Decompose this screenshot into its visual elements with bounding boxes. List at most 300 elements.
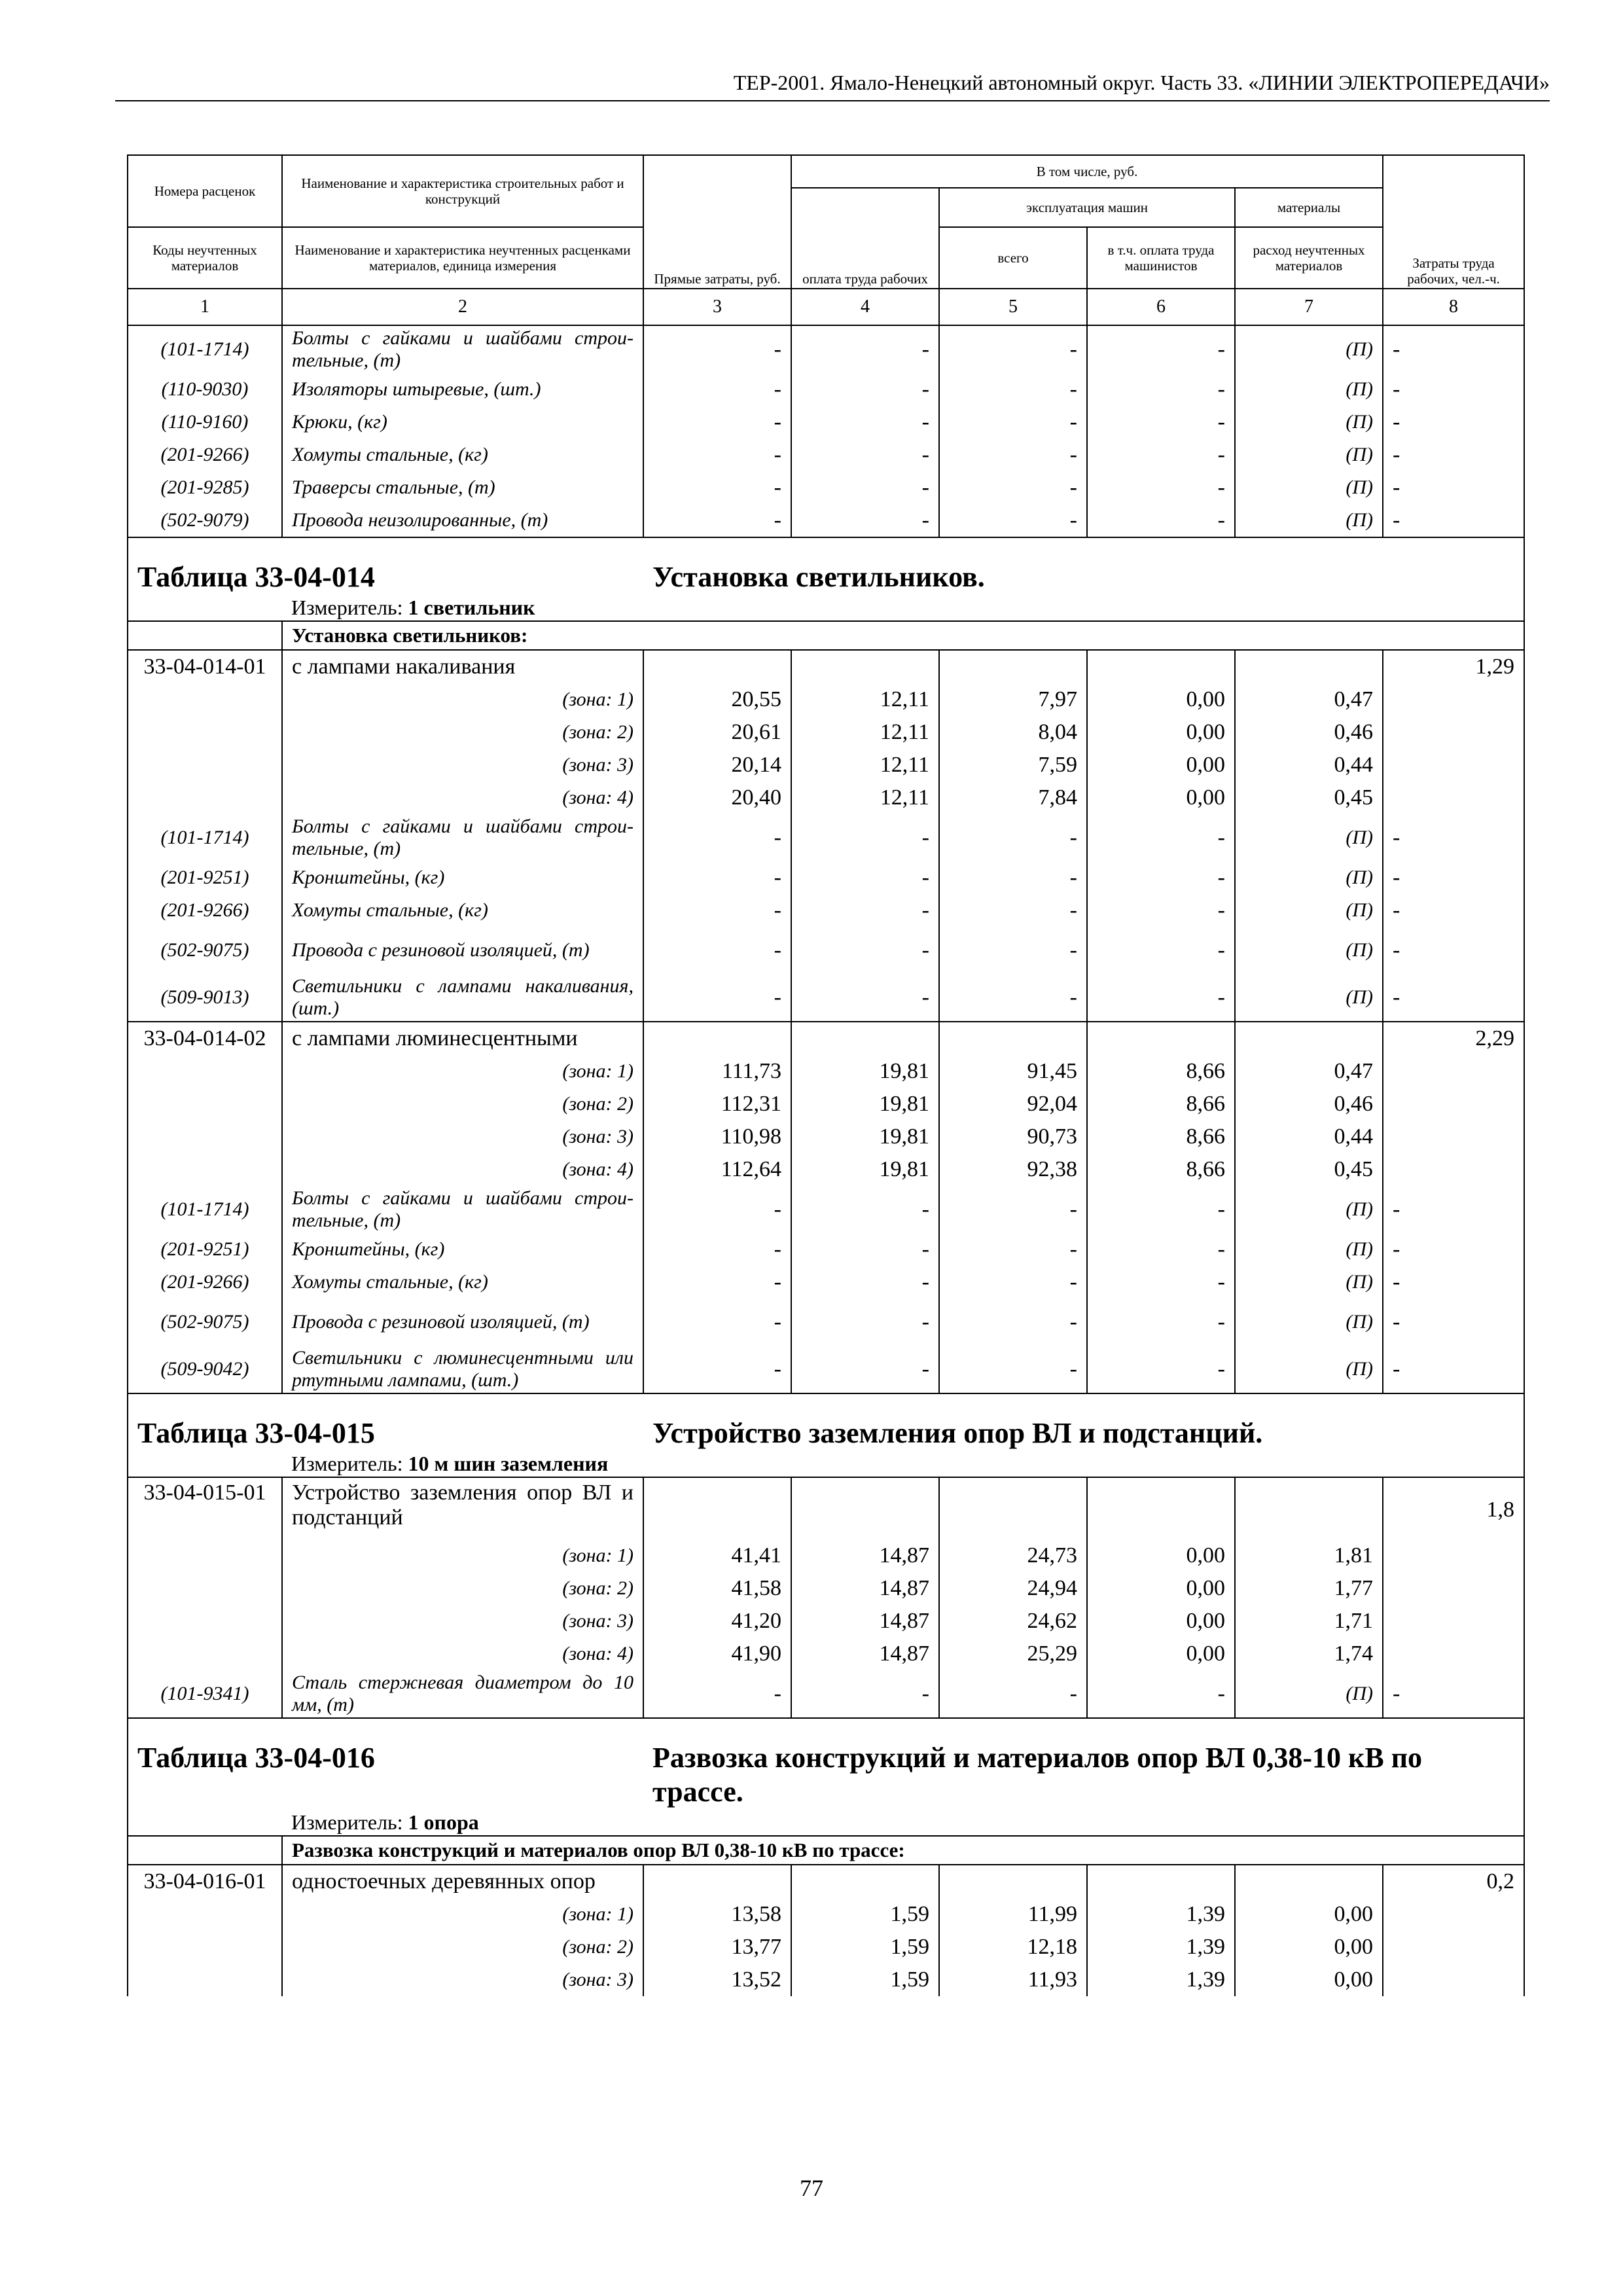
material-code: (201-9251) (128, 861, 282, 894)
material-row (128, 439, 1524, 471)
empty-cell (643, 1477, 791, 1539)
material-mark: (П) (1235, 1346, 1383, 1393)
value-cell: 7,97 (939, 683, 1087, 716)
value-cell: 24,94 (939, 1572, 1087, 1605)
empty-cell (128, 716, 282, 749)
value-cell: 41,20 (643, 1605, 791, 1638)
empty-cell (128, 1121, 282, 1153)
dash-cell: - (791, 439, 939, 471)
zone-row (128, 1605, 1524, 1638)
table-title: Таблица 33-04-016 (128, 1718, 643, 1809)
material-name: Сталь стержневая диаметром до 10 мм, (т) (282, 1670, 643, 1718)
value-cell: 0,00 (1235, 1931, 1383, 1964)
value-cell: 19,81 (791, 1088, 939, 1121)
material-name: Провода с резиновой изоляцией, (т) (282, 927, 643, 974)
zone-label: (зона: 1) (282, 683, 643, 716)
head-labor-costs: Затраты труда рабочих, чел.-ч. (1383, 155, 1524, 289)
zone-row (128, 1153, 1524, 1186)
dash-cell: - (791, 325, 939, 373)
subheading: Установка светильников: (282, 621, 1524, 650)
empty-cell (643, 1022, 791, 1055)
value-cell: 13,77 (643, 1931, 791, 1964)
zone-row (128, 1898, 1524, 1931)
rate-code: 33-04-015-01 (128, 1477, 282, 1539)
zone-row (128, 1931, 1524, 1964)
zone-label: (зона: 4) (282, 1153, 643, 1186)
material-mark: (П) (1235, 814, 1383, 861)
value-cell: 1,74 (1235, 1638, 1383, 1670)
zone-row (128, 1638, 1524, 1670)
value-cell: 92,04 (939, 1088, 1087, 1121)
value-cell: 0,45 (1235, 781, 1383, 814)
material-mark: (П) (1235, 325, 1383, 373)
empty-cell (128, 1931, 282, 1964)
value-cell: 0,44 (1235, 749, 1383, 781)
column-number: 7 (1235, 289, 1383, 325)
dash-cell: - (939, 439, 1087, 471)
empty-cell (1383, 1153, 1524, 1186)
value-cell: 41,90 (643, 1638, 791, 1670)
head-operator-pay: в т.ч. оплата труда машинистов (1087, 227, 1235, 289)
value-cell: 0,44 (1235, 1121, 1383, 1153)
value-cell: 7,84 (939, 781, 1087, 814)
value-cell: 0,46 (1235, 1088, 1383, 1121)
head-direct-costs: Прямые затраты, руб. (643, 155, 791, 289)
rate-code: 33-04-014-02 (128, 1022, 282, 1055)
empty-cell (128, 683, 282, 716)
value-cell: 1,39 (1087, 1898, 1235, 1931)
dash-cell: - (1383, 325, 1524, 373)
empty-cell (1383, 1605, 1524, 1638)
material-name: Провода с резиновой изоляцией, (т) (282, 1299, 643, 1346)
zone-row (128, 1055, 1524, 1088)
material-mark: (П) (1235, 974, 1383, 1022)
value-cell: 20,14 (643, 749, 791, 781)
dash-cell: - (791, 1266, 939, 1299)
dash-cell: - (1383, 439, 1524, 471)
empty-cell (1087, 1477, 1235, 1539)
material-name: Хомуты стальные, (кг) (282, 894, 643, 927)
value-cell: 0,45 (1235, 1153, 1383, 1186)
value-cell: 112,31 (643, 1088, 791, 1121)
measure (282, 1809, 1524, 1836)
zone-label: (зона: 4) (282, 1638, 643, 1670)
value-cell: 11,99 (939, 1898, 1087, 1931)
material-code: (101-1714) (128, 814, 282, 861)
value-cell: 20,55 (643, 683, 791, 716)
zone-label: (зона: 1) (282, 1898, 643, 1931)
material-row (128, 1186, 1524, 1233)
dash-cell: - (939, 504, 1087, 537)
dash-cell: - (1383, 1266, 1524, 1299)
material-name: Изоляторы штыревые, (шт.) (282, 373, 643, 406)
value-cell: 1,39 (1087, 1964, 1235, 1996)
material-mark: (П) (1235, 373, 1383, 406)
rate-code: 33-04-014-01 (128, 650, 282, 683)
material-code: (110-9160) (128, 406, 282, 439)
dash-cell: - (939, 325, 1087, 373)
material-code: (101-1714) (128, 325, 282, 373)
material-code: (201-9266) (128, 1266, 282, 1299)
dash-cell: - (643, 1299, 791, 1346)
column-number: 2 (282, 289, 643, 325)
value-cell: 112,64 (643, 1153, 791, 1186)
value-cell: 1,77 (1235, 1572, 1383, 1605)
dash-cell: - (1087, 1299, 1235, 1346)
dash-cell: - (643, 1186, 791, 1233)
material-name: Провода неизолированные, (т) (282, 504, 643, 537)
labor-value: 1,8 (1383, 1477, 1524, 1539)
measure-value: 10 м шин заземления (408, 1452, 609, 1475)
dash-cell: - (791, 504, 939, 537)
dash-cell: - (791, 894, 939, 927)
dash-cell: - (643, 1233, 791, 1266)
dash-cell: - (939, 1233, 1087, 1266)
empty-cell (939, 1477, 1087, 1539)
value-cell: 1,59 (791, 1964, 939, 1996)
dash-cell: - (1087, 406, 1235, 439)
value-cell: 20,61 (643, 716, 791, 749)
dash-cell: - (791, 471, 939, 504)
dash-cell: - (939, 861, 1087, 894)
zone-label: (зона: 4) (282, 781, 643, 814)
value-cell: 12,11 (791, 716, 939, 749)
dash-cell: - (939, 894, 1087, 927)
value-cell: 19,81 (791, 1153, 939, 1186)
value-cell: 0,00 (1087, 716, 1235, 749)
material-code: (101-1714) (128, 1186, 282, 1233)
dash-cell: - (1383, 1233, 1524, 1266)
material-mark: (П) (1235, 1186, 1383, 1233)
empty-cell (1383, 1964, 1524, 1996)
value-cell: 12,18 (939, 1931, 1087, 1964)
material-row (128, 504, 1524, 537)
value-cell: 19,81 (791, 1055, 939, 1088)
material-row (128, 471, 1524, 504)
dash-cell: - (1087, 894, 1235, 927)
column-number: 3 (643, 289, 791, 325)
empty-cell (128, 1836, 282, 1865)
empty-cell (791, 650, 939, 683)
measure (282, 594, 1524, 621)
value-cell: 8,66 (1087, 1153, 1235, 1186)
dash-cell: - (791, 861, 939, 894)
empty-cell (1383, 1088, 1524, 1121)
zone-label: (зона: 1) (282, 1055, 643, 1088)
value-cell: 0,00 (1087, 749, 1235, 781)
material-code: (101-9341) (128, 1670, 282, 1718)
dash-cell: - (1087, 504, 1235, 537)
dash-cell: - (939, 1266, 1087, 1299)
dash-cell: - (1087, 439, 1235, 471)
empty-cell (128, 1964, 282, 1996)
material-row (128, 974, 1524, 1022)
empty-cell (128, 1809, 282, 1836)
value-cell: 0,47 (1235, 683, 1383, 716)
rate-row (128, 650, 1524, 683)
material-code: (502-9075) (128, 1299, 282, 1346)
dash-cell: - (643, 373, 791, 406)
zone-row (128, 716, 1524, 749)
value-cell: 7,59 (939, 749, 1087, 781)
zone-label: (зона: 2) (282, 1572, 643, 1605)
empty-cell (1383, 1121, 1524, 1153)
value-cell: 0,00 (1087, 1638, 1235, 1670)
column-number: 4 (791, 289, 939, 325)
measure-label: Измеритель: (291, 1810, 403, 1834)
dash-cell: - (939, 927, 1087, 974)
empty-cell (791, 1477, 939, 1539)
dash-cell: - (1087, 1670, 1235, 1718)
value-cell: 1,71 (1235, 1605, 1383, 1638)
material-row (128, 927, 1524, 974)
empty-cell (1235, 650, 1383, 683)
dash-cell: - (939, 373, 1087, 406)
empty-cell (128, 1898, 282, 1931)
material-mark: (П) (1235, 439, 1383, 471)
header-row (128, 155, 1524, 188)
table-heading: Установка светильников. (643, 537, 1524, 594)
value-cell: 13,58 (643, 1898, 791, 1931)
value-cell: 8,66 (1087, 1121, 1235, 1153)
empty-cell (1235, 1865, 1383, 1898)
value-cell: 0,00 (1087, 1539, 1235, 1572)
empty-cell (1383, 1931, 1524, 1964)
material-row (128, 894, 1524, 927)
value-cell: 14,87 (791, 1605, 939, 1638)
zone-label: (зона: 2) (282, 716, 643, 749)
dash-cell: - (791, 373, 939, 406)
dash-cell: - (791, 927, 939, 974)
material-code: (201-9251) (128, 1233, 282, 1266)
empty-cell (128, 1450, 282, 1477)
material-code: (502-9079) (128, 504, 282, 537)
zone-label: (зона: 2) (282, 1088, 643, 1121)
dash-cell: - (939, 1186, 1087, 1233)
dash-cell: - (791, 1299, 939, 1346)
empty-cell (1383, 781, 1524, 814)
zone-label: (зона: 3) (282, 749, 643, 781)
dash-cell: - (1087, 373, 1235, 406)
material-code: (110-9030) (128, 373, 282, 406)
dash-cell: - (643, 1346, 791, 1393)
rate-name: Устройство заземления опор ВЛ и подстанций (282, 1477, 643, 1539)
running-header: ТЕР-2001. Ямало-Ненецкий автономный округ. Часть 33. «ЛИНИИ ЭЛЕКТРОПЕРЕДАЧИ» (115, 71, 1550, 101)
labor-value: 0,2 (1383, 1865, 1524, 1898)
dash-cell: - (1087, 471, 1235, 504)
dash-cell: - (643, 504, 791, 537)
empty-cell (1383, 1539, 1524, 1572)
table-heading: Развозка конструкций и материалов опор ВЛ 0,38-10 кВ по трассе. (643, 1718, 1524, 1809)
dash-cell: - (791, 1233, 939, 1266)
value-cell: 14,87 (791, 1539, 939, 1572)
empty-cell (1383, 716, 1524, 749)
empty-cell (1087, 650, 1235, 683)
head-materials: материалы (1235, 188, 1383, 227)
dash-cell: - (1087, 861, 1235, 894)
empty-cell (1383, 1898, 1524, 1931)
value-cell: 19,81 (791, 1121, 939, 1153)
value-cell: 0,46 (1235, 716, 1383, 749)
material-row (128, 1670, 1524, 1718)
value-cell: 8,04 (939, 716, 1087, 749)
dash-cell: - (1087, 1266, 1235, 1299)
column-number: 8 (1383, 289, 1524, 325)
dash-cell: - (1383, 406, 1524, 439)
table-title: Таблица 33-04-015 (128, 1393, 643, 1450)
value-cell: 0,00 (1087, 1572, 1235, 1605)
material-mark: (П) (1235, 861, 1383, 894)
dash-cell: - (1383, 1186, 1524, 1233)
rate-name: с лампами люминесцентными (282, 1022, 643, 1055)
dash-cell: - (1383, 504, 1524, 537)
dash-cell: - (1383, 927, 1524, 974)
value-cell: 12,11 (791, 749, 939, 781)
dash-cell: - (939, 814, 1087, 861)
dash-cell: - (1383, 1299, 1524, 1346)
rate-row (128, 1865, 1524, 1898)
zone-row (128, 683, 1524, 716)
empty-cell (791, 1865, 939, 1898)
zone-label: (зона: 3) (282, 1605, 643, 1638)
zone-row (128, 781, 1524, 814)
value-cell: 111,73 (643, 1055, 791, 1088)
dash-cell: - (1383, 1346, 1524, 1393)
empty-cell (1383, 1572, 1524, 1605)
value-cell: 11,93 (939, 1964, 1087, 1996)
zone-row (128, 1539, 1524, 1572)
dash-cell: - (791, 974, 939, 1022)
head-machines-total: всего (939, 227, 1087, 289)
material-mark: (П) (1235, 1266, 1383, 1299)
value-cell: 13,52 (643, 1964, 791, 1996)
value-cell: 24,62 (939, 1605, 1087, 1638)
empty-cell (128, 621, 282, 650)
value-cell: 90,73 (939, 1121, 1087, 1153)
value-cell: 12,11 (791, 781, 939, 814)
value-cell: 0,00 (1235, 1964, 1383, 1996)
head-material-consumption: расход неучтенных материалов (1235, 227, 1383, 289)
material-row (128, 814, 1524, 861)
dash-cell: - (791, 814, 939, 861)
dash-cell: - (1087, 927, 1235, 974)
value-cell: 1,39 (1087, 1931, 1235, 1964)
material-name: Траверсы стальные, (т) (282, 471, 643, 504)
measure-row (128, 1809, 1524, 1836)
material-mark: (П) (1235, 504, 1383, 537)
price-table (127, 154, 1525, 1996)
empty-cell (1383, 1055, 1524, 1088)
empty-cell (128, 749, 282, 781)
dash-cell: - (643, 974, 791, 1022)
dash-cell: - (791, 1346, 939, 1393)
material-mark: (П) (1235, 894, 1383, 927)
table-title: Таблица 33-04-014 (128, 537, 643, 594)
value-cell: 92,38 (939, 1153, 1087, 1186)
material-code: (509-9042) (128, 1346, 282, 1393)
zone-row (128, 1964, 1524, 1996)
empty-cell (128, 1572, 282, 1605)
dash-cell: - (1383, 1670, 1524, 1718)
material-name: Болты с гайками и шайбами строи-тельные, (т) (282, 1186, 643, 1233)
value-cell: 0,00 (1087, 781, 1235, 814)
zone-row (128, 1088, 1524, 1121)
dash-cell: - (643, 406, 791, 439)
dash-cell: - (1383, 861, 1524, 894)
dash-cell: - (939, 1299, 1087, 1346)
dash-cell: - (643, 1266, 791, 1299)
material-name: Болты с гайками и шайбами строи-тельные, (т) (282, 325, 643, 373)
value-cell: 1,59 (791, 1931, 939, 1964)
material-name: Крюки, (кг) (282, 406, 643, 439)
empty-cell (128, 781, 282, 814)
empty-cell (643, 1865, 791, 1898)
dash-cell: - (1383, 373, 1524, 406)
subheading-row (128, 1836, 1524, 1865)
rate-code: 33-04-016-01 (128, 1865, 282, 1898)
dash-cell: - (791, 406, 939, 439)
dash-cell: - (643, 471, 791, 504)
dash-cell: - (1087, 1346, 1235, 1393)
material-row (128, 861, 1524, 894)
dash-cell: - (939, 1346, 1087, 1393)
value-cell: 91,45 (939, 1055, 1087, 1088)
value-cell: 41,58 (643, 1572, 791, 1605)
subheading: Развозка конструкций и материалов опор ВЛ 0,38-10 кВ по трассе: (282, 1836, 1524, 1865)
material-name: Кронштейны, (кг) (282, 861, 643, 894)
dash-cell: - (939, 974, 1087, 1022)
dash-cell: - (939, 471, 1087, 504)
material-code: (201-9285) (128, 471, 282, 504)
column-number: 1 (128, 289, 282, 325)
dash-cell: - (643, 814, 791, 861)
value-cell: 8,66 (1087, 1088, 1235, 1121)
material-mark: (П) (1235, 1233, 1383, 1266)
value-cell: 0,00 (1235, 1898, 1383, 1931)
empty-cell (128, 1638, 282, 1670)
labor-value: 2,29 (1383, 1022, 1524, 1055)
head-worker-pay: оплата труда рабочих (791, 188, 939, 289)
empty-cell (791, 1022, 939, 1055)
empty-cell (128, 1153, 282, 1186)
dash-cell: - (643, 861, 791, 894)
subheading-row (128, 621, 1524, 650)
rate-row (128, 1477, 1524, 1539)
dash-cell: - (791, 1670, 939, 1718)
value-cell: 12,11 (791, 683, 939, 716)
material-row (128, 325, 1524, 373)
dash-cell: - (643, 439, 791, 471)
value-cell: 25,29 (939, 1638, 1087, 1670)
rate-row (128, 1022, 1524, 1055)
empty-cell (939, 1865, 1087, 1898)
head-work-name: Наименование и характеристика строительных работ и конструкций (282, 155, 643, 227)
material-code: (509-9013) (128, 974, 282, 1022)
value-cell: 14,87 (791, 1638, 939, 1670)
dash-cell: - (1383, 894, 1524, 927)
empty-cell (1087, 1022, 1235, 1055)
empty-cell (128, 1539, 282, 1572)
rate-name: одностоечных деревянных опор (282, 1865, 643, 1898)
value-cell: 0,00 (1087, 683, 1235, 716)
material-row (128, 1346, 1524, 1393)
material-name: Хомуты стальные, (кг) (282, 1266, 643, 1299)
zone-label: (зона: 3) (282, 1121, 643, 1153)
value-cell: 14,87 (791, 1572, 939, 1605)
dash-cell: - (1087, 325, 1235, 373)
column-number: 6 (1087, 289, 1235, 325)
zone-row (128, 1121, 1524, 1153)
